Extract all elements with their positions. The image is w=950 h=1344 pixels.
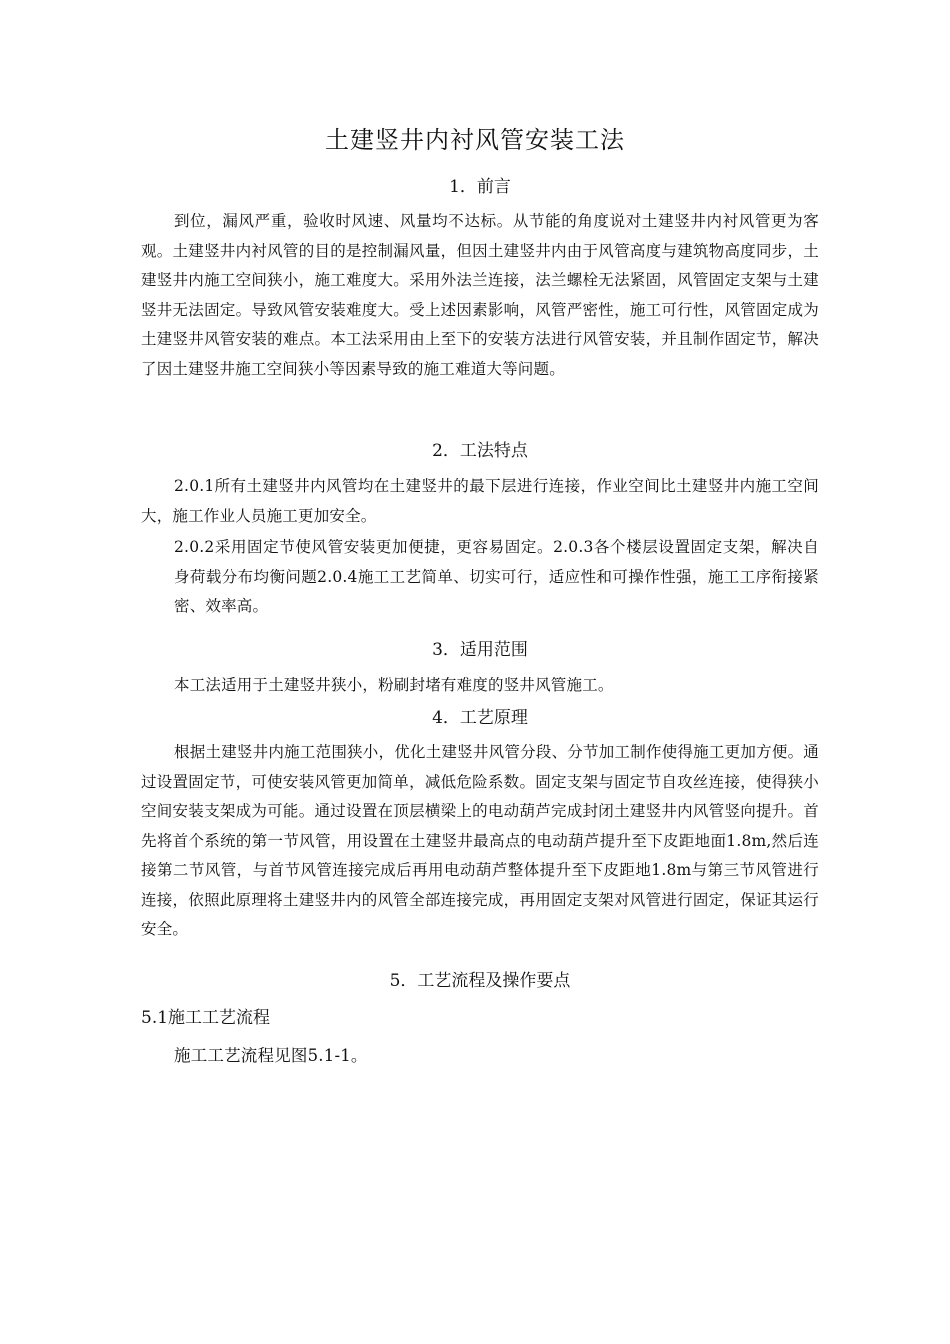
paragraph: 本工法适用于土建竖井狭小，粉刷封堵有难度的竖井风管施工。 [174,676,614,694]
section-heading: 3．适用范围 [432,640,528,660]
section-heading: 4．工艺原理 [432,708,528,728]
section-2 [141,436,819,466]
section-3-body [141,671,819,701]
section-5-body [141,1003,819,1071]
section-4 [141,703,819,733]
document-title: 土建竖井内衬风管安装工法 [325,126,625,154]
paragraph: 到位，漏风严重，验收时风速、风量均不达标。从节能的角度说对土建竖井内衬风管更为客观。土建竖井内衬风管的目的是控制漏风量，但因土建竖井内由于风管高度与建筑物高度同步，土建竖井内施工空间狭小，施工难度大。采用外法兰连接，法兰螺栓无法紧固，风管固定支架与土建竖井无法固定。导致风管安装难度大。受上述因素影响，风管严密性，施工可行性，风管固定成为土建竖井风管安装的难点。本工法采用由上至下的安装方法进行风管安装，并且制作固定节，解决了因土建竖井施工空间狭小等因素导致的施工难道大等问题。 [141,212,819,378]
section-3 [141,635,819,665]
paragraph: 根据土建竖井内施工范围狭小，优化土建竖井风管分段、分节加工制作使得施工更加方便。通过设置固定节，可使安装风管更加简单，减低危险系数。固定支架与固定节自攻丝连接，使得狭小空间安装支架成为可能。通过设置在顶层横梁上的电动葫芦完成封闭土建竖井内风管竖向提升。首先将首个系统的第一节风管，用设置在土建竖井最高点的电动葫芦提升至下皮距地面1.8m,然后连接第二节风管，与首节风管连接完成后再用电动葫芦整体提升至下皮距地1.8m与第三节风管进行连接，依照此原理将土建竖井内的风管全部连接完成，再用固定支架对风管进行固定，保证其运行安全。 [141,743,819,938]
subsection-heading: 5.1施工工艺流程 [141,1008,271,1028]
section-1-body [141,207,819,384]
section-2-body [141,472,819,622]
paragraph: 2.0.1所有土建竖井内风管均在土建竖井的最下层进行连接，作业空间比土建竖井内施工空间大，施工作业人员施工更加安全。 [141,477,819,525]
section-5 [141,966,819,996]
section-heading: 5．工艺流程及操作要点 [389,971,571,991]
paragraph: 2.0.2采用固定节使风管安装更加便捷，更容易固定。2.0.3各个楼层设置固定支架，解决自身荷载分布均衡问题2.0.4施工工艺简单、切实可行，适应性和可操作性强，施工工序衔接紧密、效率高。 [174,538,819,615]
paragraph: 施工工艺流程见图5.1-1。 [174,1046,368,1065]
section-1 [141,172,819,202]
section-4-body [141,738,819,945]
section-heading: 1．前言 [449,177,511,197]
section-heading: 2．工法特点 [432,441,528,461]
